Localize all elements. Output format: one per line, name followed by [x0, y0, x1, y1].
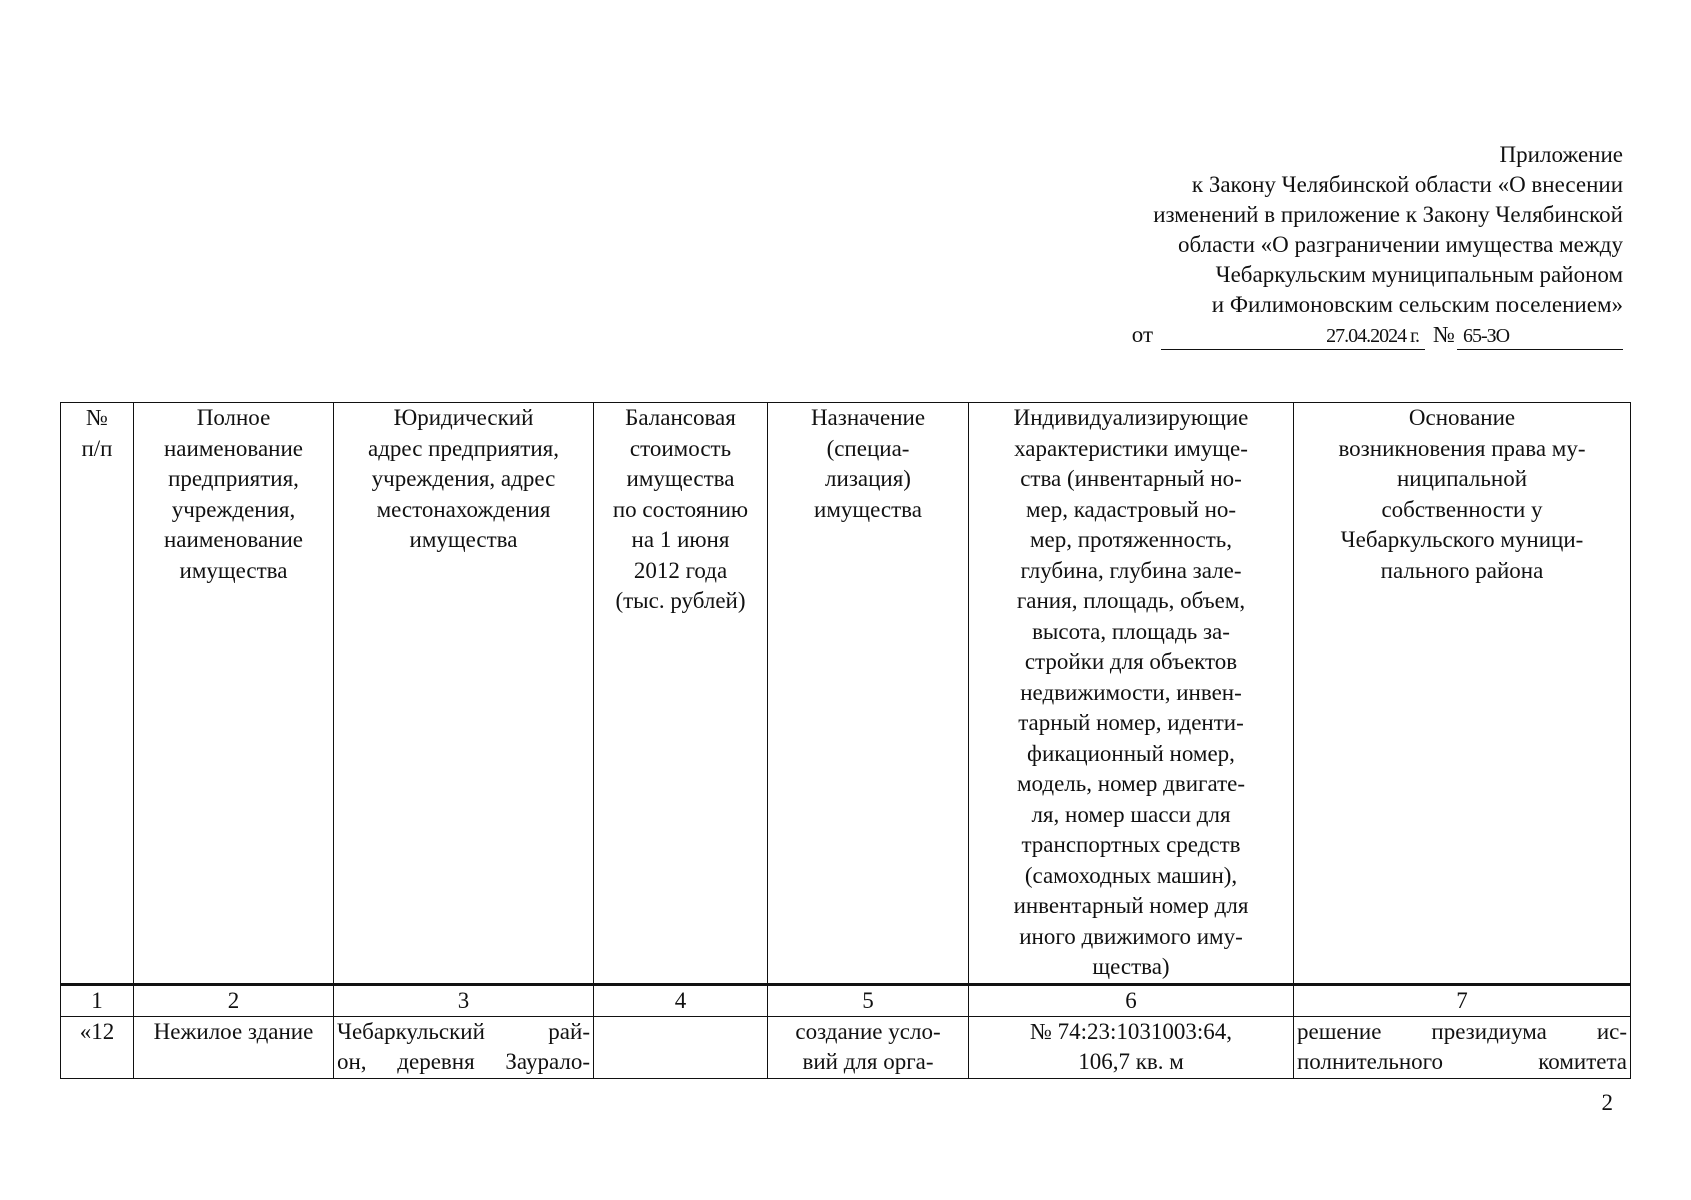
header-balance-value-text: Балансовая стоимость имущества по состоянию на 1 июня 2012 года (тыс. рублей): [612, 405, 749, 613]
row-balance-value: [594, 1016, 768, 1078]
header-ownership-basis: [1294, 403, 1631, 985]
row-characteristics-line-2: 106,7 кв. м: [1078, 1049, 1184, 1074]
column-number-4: 4: [594, 984, 768, 1016]
row-ownership-basis-line-2: полнительного комитета: [1297, 1049, 1627, 1074]
appendix-line-5: и Филимоновским сельским поселением»: [1211, 292, 1623, 317]
row-ownership-basis: [1294, 1016, 1631, 1078]
header-address-text: Юридический адрес предприятия, учреждения, адрес местонахождения имущества: [368, 405, 559, 552]
row-address-line-1: Чебаркульский рай-: [337, 1018, 590, 1044]
header-balance-value: [594, 403, 768, 985]
appendix-line-3: области «О разграничении имущества между: [1178, 232, 1623, 257]
row-purpose: [768, 1016, 969, 1078]
law-date: 27.04.2024 г.: [1161, 323, 1425, 350]
row-purpose-line-2: вий для орга-: [802, 1049, 934, 1074]
header-number: [61, 403, 134, 985]
column-number-5: 5: [768, 984, 969, 1016]
number-label: №: [1433, 322, 1455, 347]
row-purpose-line-1: создание усло-: [795, 1018, 941, 1044]
header-address: [334, 403, 594, 985]
header-purpose: [768, 403, 969, 985]
header-number-text: № п/п: [81, 405, 113, 461]
column-number-row: [61, 984, 1631, 1016]
header-name-text: Полное наименование предприятия, учреждения, наименование имущества: [164, 405, 303, 583]
appendix-line-4: Чебаркульским муниципальным районом: [1215, 262, 1623, 287]
appendix-header: [1003, 140, 1623, 350]
from-label: от: [1131, 322, 1154, 347]
property-table: [60, 402, 1631, 1079]
column-number-7: 7: [1294, 984, 1631, 1016]
row-ownership-basis-line-1: решение президиума ис-: [1297, 1018, 1627, 1044]
row-address: [334, 1016, 594, 1078]
page-number: 2: [1601, 1090, 1613, 1115]
row-address-line-2: он, деревня Заурало-: [337, 1049, 590, 1074]
column-number-3: 3: [334, 984, 594, 1016]
header-purpose-text: Назначение (специа- лизация) имущества: [810, 405, 926, 522]
table-header-row: [61, 403, 1631, 985]
row-characteristics-line-1: № 74:23:1031003:64,: [1029, 1018, 1233, 1044]
row-characteristics: [969, 1016, 1294, 1078]
row-property-name: Нежилое здание: [134, 1016, 334, 1078]
column-number-1: 1: [61, 984, 134, 1016]
law-number: 65-ЗО: [1457, 323, 1623, 350]
table-row: [61, 1016, 1631, 1078]
appendix-line-2: изменений в приложение к Закону Челябинской: [1153, 202, 1623, 227]
appendix-line-1: к Закону Челябинской области «О внесении: [1191, 172, 1623, 197]
column-number-2: 2: [134, 984, 334, 1016]
appendix-title: Приложение: [1499, 142, 1623, 167]
header-name: [134, 403, 334, 985]
law-date-number-row: [1003, 320, 1623, 350]
header-characteristics-text: Индивидуализирующие характеристики имуще- ства (инвентарный но- мер, кадастровый но- мер, протяженность, глубина, глубина зале- гания, площадь, объем, высота, площадь за- стройки для объектов недвижимости, инвен- тарный номер, иденти- фикационный номер, модель, номер двигате- ля, номер шасси для транспортных средств (самоходных машин), инвентарный номер для иного движимого иму- щества): [1013, 405, 1249, 979]
header-ownership-basis-text: Основание возникновения права му- ниципальной собственности у Чебаркульского муници- пального района: [1338, 405, 1586, 583]
column-number-6: 6: [969, 984, 1294, 1016]
row-number: «12: [61, 1016, 134, 1078]
header-characteristics: [969, 403, 1294, 985]
